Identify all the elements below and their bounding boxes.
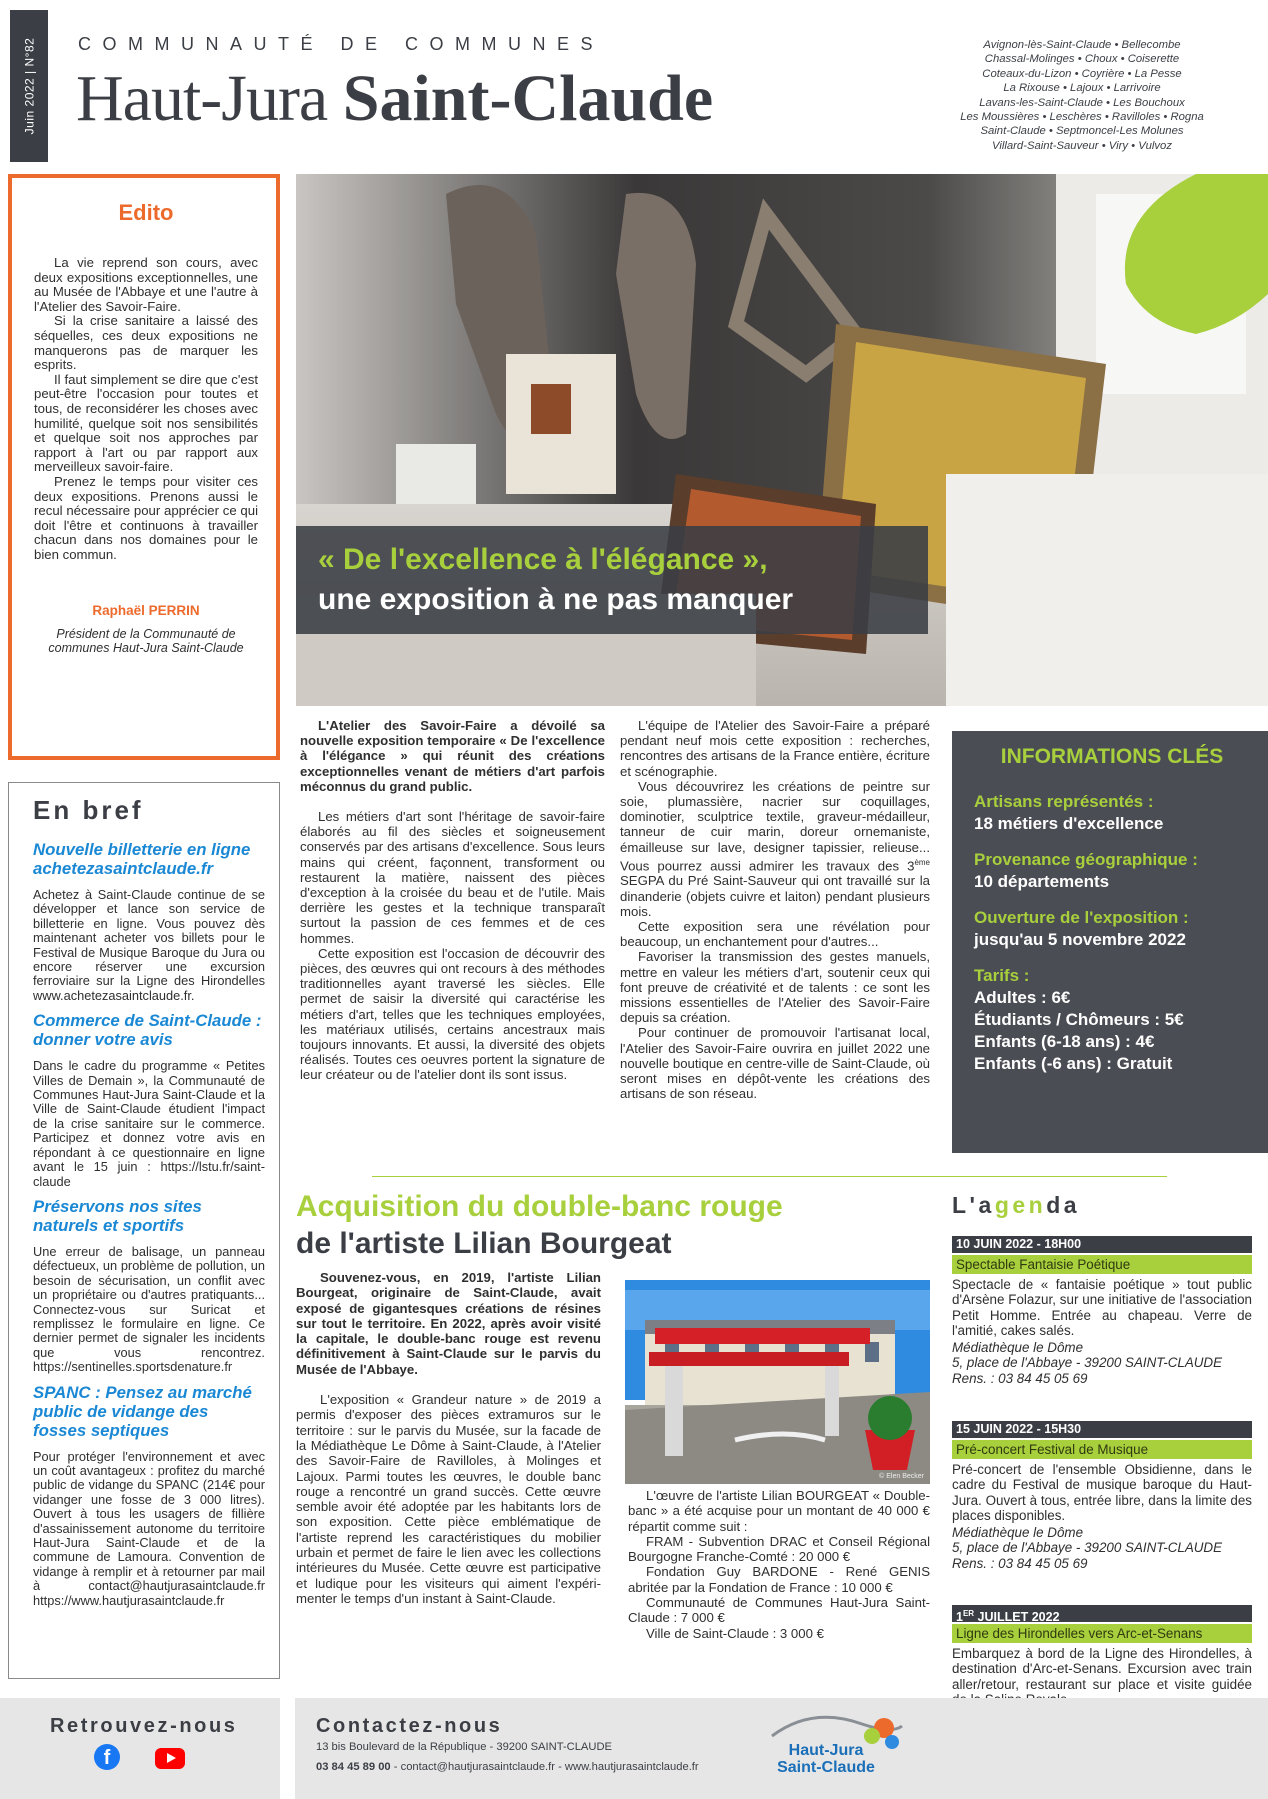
bref-text: Dans le cadre du programme « Petites Villes de Demain », la Communauté de Communes Haut-Jura Saint-Claude et la Ville de Saint-Claude étudient l'impact de la crise sanitaire sur le commerce. Participez et donnez votre avis en répondant à ce questionnaire en ligne avant le 15 juin : https://lstu.fr/saint-claude bbox=[33, 1058, 265, 1189]
bref-heading: Préservons nos sites naturels et sportifs bbox=[33, 1196, 202, 1235]
event-date: 10 JUIN 2022 - 18H00 bbox=[952, 1236, 1252, 1253]
haut-jura-logo bbox=[752, 1706, 912, 1786]
bref-heading: SPANC : Pensez au marché public de vidange des fosses septiques bbox=[33, 1382, 252, 1440]
logo-line: Saint-Claude bbox=[777, 1759, 875, 1776]
event-description: Embarquez à bord de la Ligne des Hirondelles, à destination d'Arc-et-Senans. Excursion avec train aller/retour, restaurant sur place et visite guidée bbox=[952, 1646, 1252, 1692]
event-location-line: 5, place de l'Abbaye - 39200 SAINT-CLAUDE bbox=[952, 1355, 1223, 1371]
brand-title-light: Haut-Jura bbox=[76, 62, 343, 135]
article-paragraph: Les métiers d'art sont l'héritage de savoir-faire élaborés au fil des siècles et soigneusement conservés par des artisans d'excellence. Sous leurs mains qui créent, façonnent, transforment ou restaurent la matière, naissent des pièces d'exception à la croisée du beau et de l'utile. Mais derrière les gestes et la technique transparaît surtout la passion de ces femmes et de ces hommes. bbox=[300, 809, 605, 946]
edito-paragraph: Il faut simplement se dire que c'est peut-être l'occasion pour toutes et tous, de reconsidérer les choses avec humilité, quelque soit nos sensibilités et quelque soit nos approches par rapport à l'art ou par rapport aux merveilleux savoir-faire. bbox=[34, 371, 258, 475]
logo-line: Haut-Jura bbox=[788, 1742, 864, 1759]
tarif-line: Enfants (-6 ans) : Gratuit bbox=[974, 1054, 1173, 1073]
communes-line: Villard-Saint-Sauveur • Viry • Vulvoz bbox=[992, 139, 1172, 152]
communes-line: Lavans-les-Saint-Claude • Les Bouchoux bbox=[979, 96, 1185, 109]
tarif-line: Adultes : 6€ bbox=[974, 988, 1071, 1007]
section-divider bbox=[372, 1176, 1167, 1177]
info-value: jusqu'au 5 novembre 2022 bbox=[974, 930, 1186, 949]
event-description: Pré-concert de l'ensemble Obsidienne, dans le cadre du Festival de musique baroque du Haut-Jura. Ouvert à tous, entrée libre, dans la limite des places disponibles. bbox=[952, 1462, 1252, 1524]
article-column-1 bbox=[300, 718, 605, 1083]
facebook-icon[interactable]: f bbox=[94, 1744, 120, 1770]
bref-text: Une erreur de balisage, un panneau défectueux, un problème de pollution, un besoin de sécurisation, un conflit avec un propriétaire ou d'autres pratiquants... Connectez-vous sur Suricat et remplissez le formulaire en ligne. Ce dernier permet de signaler les incidents que vous rencontrez. https://sentinelles.sportsdenature.fr bbox=[33, 1243, 265, 1375]
communes-line: Les Moussières • Leschères • Ravilloles • Rogna bbox=[960, 111, 1204, 124]
agenda-title-part: da bbox=[1046, 1192, 1081, 1218]
event-date: 15 JUIN 2022 - 15H30 bbox=[952, 1421, 1252, 1438]
en-bref-title: En bref bbox=[33, 795, 144, 825]
acquisition-body: L'exposition « Grandeur nature » de 2019 a permis d'exposer des pièces extramuros sur le territoire : sur le parvis du Musée, sur la facade de la Médiathèque Le Dôme à Saint-Claude, à l'Atelier des Savoir-Faire de Ravilloles, à Molinges et Lajoux. Parmi toutes les œuvres, le double banc rouge a rencontré un grand succès. Cette œuvre semble avoir été adoptée par les habitants lors de son exposition. Cette pièce emblématique de l'artiste reprend les caractéristiques du mobilier urbain et permet de faire le lien avec les collections intérieures du Musée. Cette œuvre est participative et ludique pour les visiteurs qui aiment l'expéri-menter le temps d'un instant à Saint-Claude. bbox=[296, 1392, 601, 1606]
red-bench-photo bbox=[625, 1280, 930, 1484]
contact-title: Contactez-nous bbox=[316, 1715, 503, 1737]
communes-line: Avignon-lès-Saint-Claude • Bellecombe bbox=[983, 39, 1181, 51]
event-tag: Spectable Fantaisie Poétique bbox=[952, 1255, 1252, 1274]
brand-title-bold: Saint-Claude bbox=[342, 62, 714, 135]
article-text: SEGPA du Pré Saint-Sauveur qui ont travaillé sur la dinanderie (objets cuivre et laiton) pendant plusieurs mois. bbox=[620, 873, 930, 919]
event-description: Spectacle de « fantaisie poétique » tout public d'Arsène Folazur, sur une initiative de l'association Petit Homme. Entrée au chapeau. Verre de l'amitié, cakes salés. bbox=[952, 1277, 1252, 1339]
acquisition-paragraph: L'œuvre de l'artiste Lilian BOURGEAT « Double-banc » a été acquise pour un montant de 40 000 € répartit comme suit : bbox=[628, 1488, 930, 1534]
red-bench-photo-art bbox=[625, 1280, 930, 1484]
article-lead: L'Atelier des Savoir-Faire a dévoilé sa nouvelle exposition temporaire « De l'excellence à l'élégance » qui réunit des créations exceptionnelles venant de métiers d'art parfois méconnus du grand public. bbox=[300, 718, 605, 794]
event-tag: Ligne des Hirondelles vers Arc-et-Senans bbox=[952, 1624, 1252, 1643]
edito-signature: Raphaël PERRIN bbox=[92, 603, 200, 619]
info-key: Provenance géographique : bbox=[974, 850, 1198, 869]
key-info-title: INFORMATIONS CLÉS bbox=[1000, 745, 1224, 768]
follow-us-title: Retrouvez-nous bbox=[50, 1715, 238, 1737]
edito-signature-title: Président de la Communauté de communes Haut-Jura Saint-Claude bbox=[48, 627, 244, 656]
communes-line: La Rixouse • Lajoux • Larrivoire bbox=[1003, 82, 1161, 95]
communes-list bbox=[932, 38, 1232, 153]
edito-paragraph: La vie reprend son cours, avec deux expositions exceptionnelles, une au Musée de l'Abbaye et une l'autre à l'Atelier des Savoir-Faire. bbox=[34, 255, 258, 314]
acquisition-paragraph: Ville de Saint-Claude : 3 000 € bbox=[646, 1625, 824, 1641]
event-location bbox=[952, 1525, 1252, 1571]
brand-title bbox=[76, 62, 714, 135]
acquisition-headline-line2: de l'artiste Lilian Bourgeat bbox=[296, 1227, 672, 1260]
contact-links[interactable]: - contact@hautjurasaintclaude.fr - www.hautjurasaintclaude.fr bbox=[390, 1761, 699, 1773]
agenda-title-part: L'a bbox=[952, 1192, 995, 1218]
info-value: 18 métiers d'excellence bbox=[974, 814, 1164, 833]
event-location-line: Médiathèque le Dôme bbox=[952, 1525, 1084, 1540]
event-location-line: Médiathèque le Dôme bbox=[952, 1340, 1084, 1355]
tarif-line: Étudiants / Chômeurs : 5€ bbox=[974, 1010, 1184, 1029]
bref-heading: Commerce de Saint-Claude : donner votre avis bbox=[33, 1011, 262, 1050]
event-date-sup: ER bbox=[962, 1609, 975, 1618]
acquisition-column-2 bbox=[628, 1488, 930, 1641]
brand-subtitle: COMMUNAUTÉ DE COMMUNES bbox=[78, 34, 604, 54]
article-paragraph: Cette exposition est l'occasion de découvrir des pièces, des œuvres qui ont recours à des méthodes traditionnelles ayant traversé les siècles. Elle permet de saisir la diversité qui caractérise les métiers d'art, telles que les techniques employées, les matériaux utilisés, certains ancestraux mais toujours innovants. Et aussi, la diversité des objets réalisés. Toutes ces oeuvres portent la signature de leur créateur ou de l'atelier dont ils sont issus. bbox=[300, 945, 605, 1083]
communes-line: Saint-Claude • Septmoncel-Les Molunes bbox=[980, 125, 1184, 138]
article-paragraph: L'équipe de l'Atelier des Savoir-Faire a préparé pendant neuf mois cette exposition : recherches, rencontres des artisans de la France entière, écriture et scénographie. bbox=[620, 718, 930, 779]
acquisition-lead: Souvenez-vous, en 2019, l'artiste Lilian Bourgeat, originaire de Saint-Claude, avait exposé de gigantesques créations de résines sur tout le territoire. En 2022, après avoir visité la capitale, le double-banc rouge est revenu définitivement à Saint-Claude sur le parvis du Musée de l'Abbaye. bbox=[296, 1270, 601, 1377]
contact-address: 13 bis Boulevard de la République - 39200 SAINT-CLAUDE bbox=[316, 1741, 613, 1753]
issue-tab bbox=[10, 10, 48, 162]
footer-bar bbox=[0, 1698, 1268, 1799]
communes-line: Coteaux-du-Lizon • Coyrière • La Pesse bbox=[982, 67, 1182, 80]
article-paragraph bbox=[620, 779, 930, 919]
bref-text: Pour protéger l'environnement et avec un coût avantageux : profitez du marché public de vidange du SPANC (214€ pour vidanger une fosse de 3 000 litres). Ouvert à tous les usagers de fillière d'assainissement autonome du territoire Haut-Jura Saint-Claude et de la commune de Lamoura. Convention de vidange à remplir et à retourner par mail à contact@hautjurasaintclaude.fr https://www.hautjurasaintclaude.fr bbox=[33, 1448, 265, 1608]
exhibition-headline-line2: une exposition à ne pas manquer bbox=[318, 583, 794, 616]
article-paragraph: Favoriser la transmission des gestes manuels, mettre en valeur les métiers d'art, soutenir ceux qui font preuve de créativité et de talents : ce sont les missions essentielles de l'Atelier des Savoir-Faire depuis sa création. bbox=[620, 949, 930, 1026]
event-location-line: Rens. : 03 84 45 05 69 bbox=[952, 1555, 1088, 1571]
contact-phone: 03 84 45 89 00 bbox=[316, 1761, 391, 1773]
key-info-box bbox=[952, 731, 1268, 1153]
bref-text: Achetez à Saint-Claude continue de se développer et lance son service de billetterie en ligne. Vous pouvez dès maintenant acheter vos billets pour le Festival de Musique Baroque du Jura ou encore réserver une excursion ferroviaire sur la Ligne des Hirondelles www.achetezasaintclaude.fr. bbox=[33, 887, 265, 1003]
agenda-title bbox=[952, 1192, 1080, 1219]
tarif-line: Enfants (6-18 ans) : 4€ bbox=[974, 1032, 1155, 1051]
event-tag: Pré-concert Festival de Musique bbox=[952, 1440, 1252, 1459]
article-sup: ème bbox=[914, 857, 930, 867]
acquisition-paragraph: Fondation Guy BARDONE - René GENIS abritée par la Fondation de France : 10 000 € bbox=[628, 1564, 930, 1595]
edito-paragraph: Si la crise sanitaire a laissé des séquelles, ces deux expositions ne manquerons pas de marquer les esprits. bbox=[34, 313, 258, 373]
logo-text bbox=[756, 1742, 896, 1776]
acquisition-headline-line1: Acquisition du double-banc rouge bbox=[296, 1190, 783, 1223]
event-date bbox=[952, 1605, 1252, 1625]
acquisition-column-1 bbox=[296, 1270, 601, 1606]
contact-details bbox=[316, 1761, 699, 1773]
edito-box bbox=[8, 174, 280, 760]
article-column-2 bbox=[620, 718, 930, 1101]
bref-heading: Nouvelle billetterie en ligne achetezasaintclaude.fr bbox=[33, 840, 251, 878]
exhibition-headline bbox=[296, 526, 928, 634]
event-location bbox=[952, 1340, 1252, 1386]
acquisition-paragraph: FRAM - Subvention DRAC et Conseil Régional Bourgogne Franche-Comté : 20 000 € bbox=[628, 1533, 930, 1565]
communes-line: Chassal-Molinges • Choux • Coiserette bbox=[984, 53, 1180, 66]
event-date-part: 1 bbox=[956, 1610, 963, 1625]
info-key: Artisans représentés : bbox=[974, 792, 1154, 811]
exhibition-headline-line1: « De l'excellence à l'élégance », bbox=[318, 543, 768, 576]
info-value: 10 départements bbox=[974, 872, 1110, 891]
info-key: Tarifs : bbox=[974, 966, 1030, 985]
agenda-title-part: gen bbox=[994, 1192, 1047, 1218]
event-date-part: JUILLET 2022 bbox=[974, 1610, 1060, 1625]
edito-paragraph: Prenez le temps pour visiter ces deux expositions. Prenons aussi le recul nécessaire pour apprécier ce qui doit l'être et continuons à travailler chacun dans nos domaines pour le bien commun. bbox=[34, 473, 258, 562]
info-key: Ouverture de l'exposition : bbox=[974, 908, 1189, 927]
issue-label: Juin 2022 | N°82 bbox=[22, 37, 37, 135]
article-paragraph: Cette exposition sera une révélation pour beaucoup, un enchantement pour d'autres... bbox=[620, 919, 930, 950]
article-text: Vous découvrirez les créations de peintre sur soie, plumassière, nacrier sur coquillages, dominotier, sculptrice textile, graveur-médailleur, tanneur de cuir marin, doreur ornemaniste, émailleuse sur lave, designer tapissier, relieuse... Vous pourrez aussi admirer les travaux des 3 bbox=[620, 778, 930, 874]
edito-title: Edito bbox=[118, 200, 174, 225]
acquisition-paragraph: Communauté de Communes Haut-Jura Saint-Claude : 7 000 € bbox=[628, 1595, 930, 1626]
youtube-icon[interactable] bbox=[155, 1748, 185, 1769]
event-location-line: 5, place de l'Abbaye - 39200 SAINT-CLAUDE bbox=[952, 1540, 1223, 1556]
footer-separator bbox=[280, 1698, 295, 1799]
article-paragraph: Pour continuer de promouvoir l'artisanat local, l'Atelier des Savoir-Faire ouvrira en juillet 2022 une nouvelle boutique en centre-ville de Saint-Claude, où seront mises en dépôt-vente les créations des artisans de son réseau. bbox=[620, 1025, 930, 1102]
en-bref-box bbox=[8, 782, 280, 1679]
acquisition-headline bbox=[296, 1188, 896, 1262]
photo-credit: © Elen Becker bbox=[879, 1473, 924, 1480]
event-location-line: Rens. : 03 84 45 05 69 bbox=[952, 1370, 1088, 1386]
